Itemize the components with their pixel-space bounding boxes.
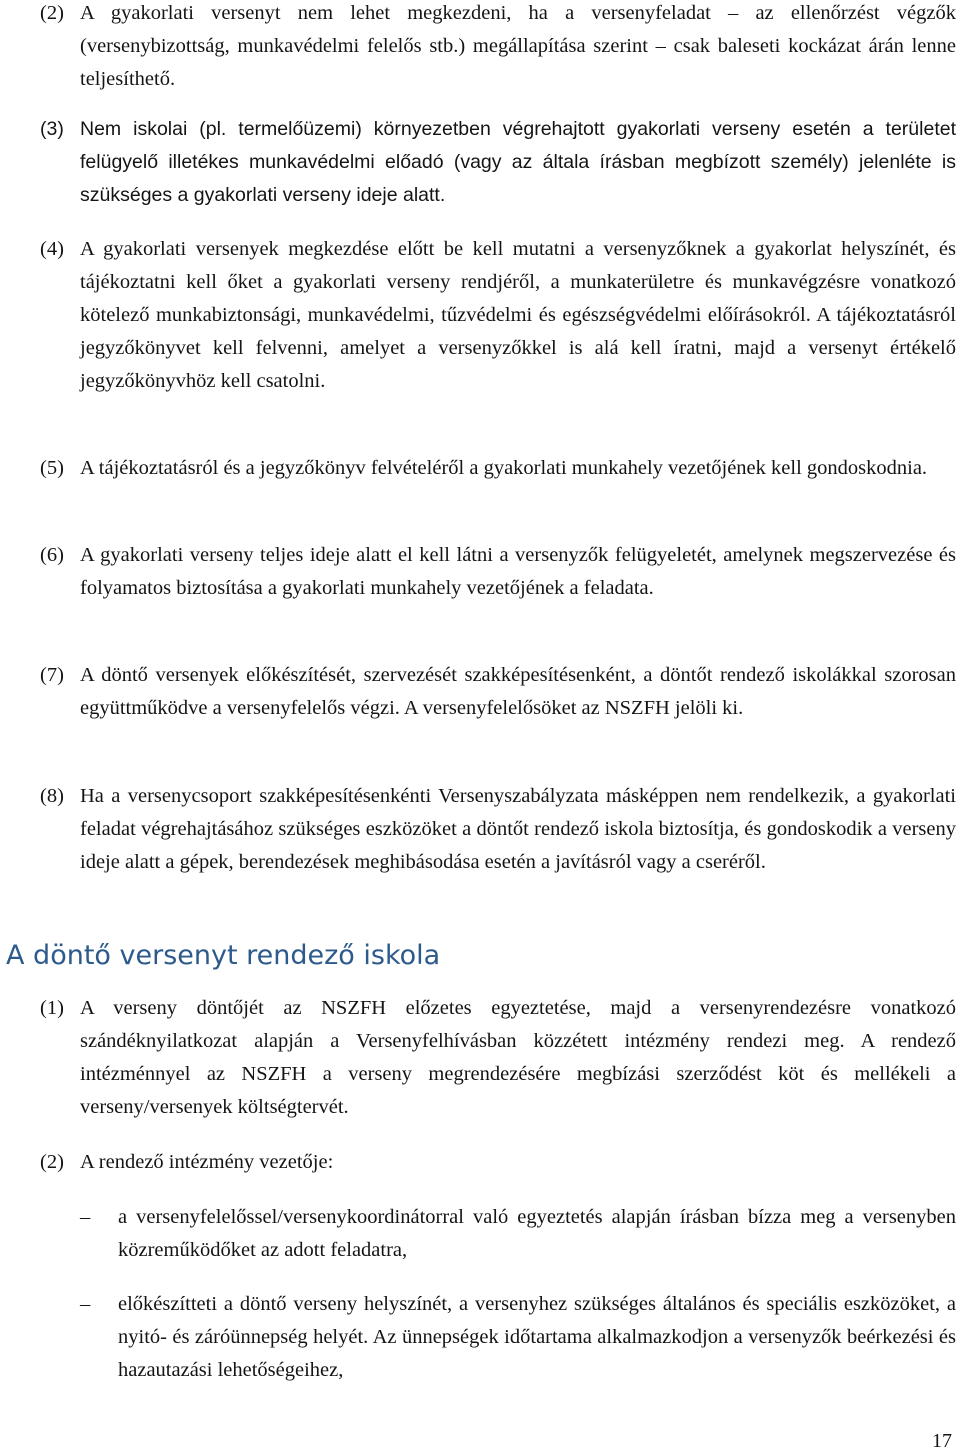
paragraph-number: (4) — [40, 238, 64, 260]
paragraph-5 — [40, 452, 956, 485]
paragraph-number: (3) — [40, 118, 64, 140]
paragraph-7 — [40, 659, 956, 725]
paragraph-text: A döntő versenyek előkészítését, szervezését szakképesítésenként, a döntőt rendező iskolákkal szorosan együttműködve a versenyfelelős végzi. A versenyfelelősöket az NSZFH jelöli ki. — [80, 664, 956, 719]
paragraph-number: (1) — [40, 997, 64, 1019]
paragraph-number: (8) — [40, 785, 64, 807]
paragraph-number: (7) — [40, 664, 64, 686]
bullet-item — [80, 1288, 956, 1387]
paragraph-text: A tájékoztatásról és a jegyzőkönyv felvételéről a gyakorlati munkahely vezetőjének kell gondoskodnia. — [80, 457, 928, 479]
bullet-text: a versenyfelelőssel/versenykoordinátorral való egyeztetés alapján írásban bízza meg a versenyben közreműködőket az adott feladatra, — [118, 1206, 956, 1261]
paragraph-text: A verseny döntőjét az NSZFH előzetes egyeztetése, majd a versenyrendezésre vonatkozó szándéknyilatkozat alapján a Versenyfelhívásban közzétett intézmény rendezi meg. A rendező intézménnyel az NSZFH a verseny megrendezésére megbízási szerződést köt és mellékeli a verseny/versenyek költségtervét. — [80, 997, 956, 1118]
paragraph-text: A rendező intézmény vezetője: — [80, 1151, 334, 1173]
bullet-text: előkészítteti a döntő verseny helyszínét, a versenyhez szükséges általános és speciális eszközöket, a nyitó- és záróünnepség helyét. Az ünnepségek időtartama alkalmazkodjon a versenyzők beérkezési és hazautazási lehetőségeihez, — [118, 1293, 956, 1381]
paragraph-6 — [40, 539, 956, 605]
section-paragraph-1 — [40, 992, 956, 1124]
paragraph-number: (6) — [40, 544, 64, 566]
paragraph-text: A gyakorlati versenyt nem lehet megkezdeni, ha a versenyfeladat – az ellenőrzést végzők (versenybizottság, munkavédelmi felelős stb.) megállapítása szerint – csak baleseti kockázat árán lenne teljesíthető. — [80, 2, 956, 90]
paragraph-number: (5) — [40, 457, 64, 479]
bullet-item — [80, 1201, 956, 1267]
paragraph-text: Ha a versenycsoport szakképesítésenkénti Versenyszabályzata másképpen nem rendelkezik, a gyakorlati feladat végrehajtásához szükséges eszközöket a döntőt rendező iskola biztosítja, és gondoskodik a verseny ideje alatt a gépek, berendezések meghibásodása esetén a javításról vagy a cseréről. — [80, 785, 956, 873]
page-number: 17 — [932, 1430, 952, 1452]
paragraph-8 — [40, 780, 956, 879]
dash-marker: – — [80, 1293, 91, 1315]
paragraph-2 — [40, 0, 956, 96]
paragraph-text: A gyakorlati versenyek megkezdése előtt be kell mutatni a versenyzőknek a gyakorlat helyszínét, és tájékoztatni kell őket a gyakorlati verseny rendjéről, a munkaterületre és munkavégzésre vonatkozó kötelező munkabiztonsági, munkavédelmi, tűzvédelmi és egészségvédelmi előírásokról. A tájékoztatásról jegyzőkönyvet kell felvenni, amelyet a versenyzőkkel is alá kell íratni, majd a versenyt értékelő jegyzőkönyvhöz kell csatolni. — [80, 238, 956, 392]
paragraph-number: (2) — [40, 2, 64, 24]
paragraph-4 — [40, 233, 956, 398]
section-heading: A döntő versenyt rendező iskola — [6, 940, 441, 971]
paragraph-text: Nem iskolai (pl. termelőüzemi) környezetben végrehajtott gyakorlati verseny esetén a területet felügyelő illetékes munkavédelmi előadó (vagy az általa írásban megbízott személy) jelenléte is szükséges a gyakorlati verseny ideje alatt. — [80, 118, 956, 206]
paragraph-3 — [40, 113, 956, 212]
section-paragraph-2 — [40, 1146, 956, 1179]
paragraph-number: (2) — [40, 1151, 64, 1173]
paragraph-text: A gyakorlati verseny teljes ideje alatt el kell látni a versenyzők felügyeletét, amelynek megszervezése és folyamatos biztosítása a gyakorlati munkahely vezetőjének a feladata. — [80, 544, 956, 599]
dash-marker: – — [80, 1206, 91, 1228]
